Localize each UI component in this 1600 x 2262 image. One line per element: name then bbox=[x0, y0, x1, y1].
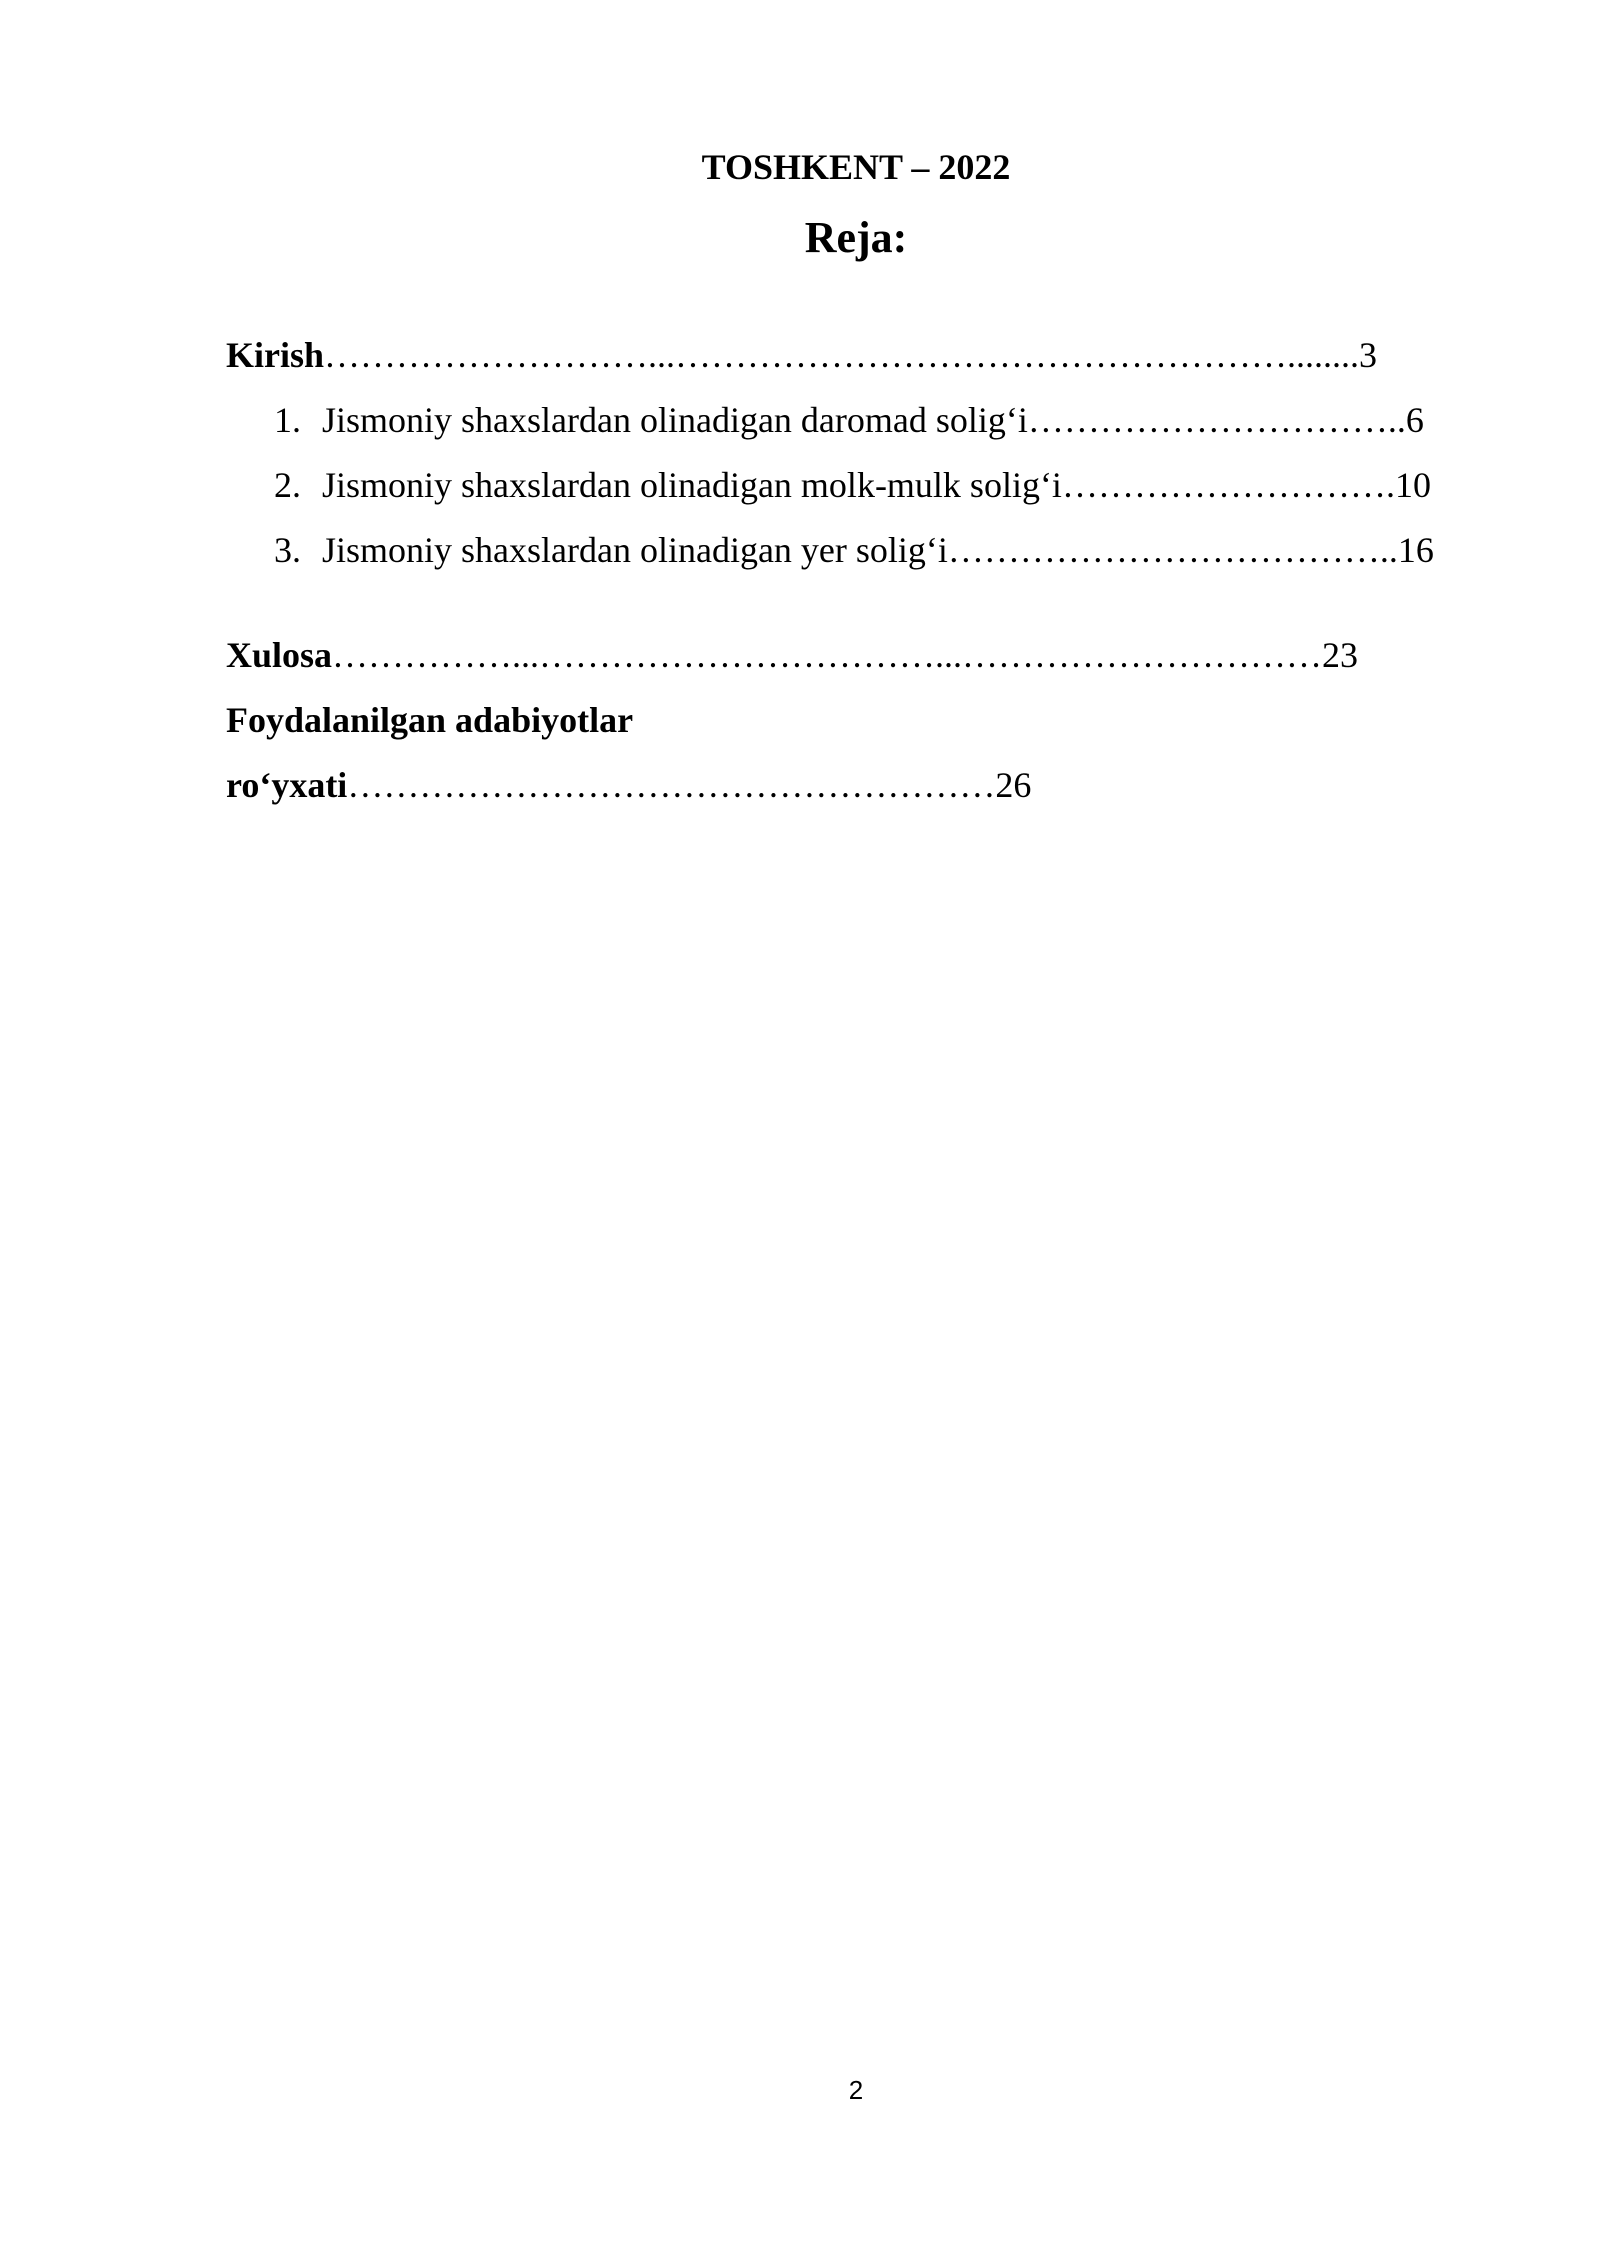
toc-page-number: 16 bbox=[1397, 530, 1434, 570]
toc-page-number: 10 bbox=[1394, 465, 1431, 505]
page-number: 2 bbox=[848, 2075, 864, 2105]
toc-entry-label: Foydalanilgan adabiyotlar bbox=[226, 700, 634, 740]
toc-entry-label: Jismoniy shaxslardan olinadigan daromad solig‘i bbox=[322, 400, 1028, 440]
toc-item-number: 3. bbox=[274, 530, 301, 570]
toc-item-number: 2. bbox=[274, 465, 301, 505]
toc-entry-label: Jismoniy shaxslardan olinadigan molk-mulk solig‘i bbox=[322, 465, 1062, 505]
toc-item-number: 1. bbox=[274, 400, 301, 440]
toc-dot-leader: ………………………….. bbox=[1027, 400, 1406, 440]
plan-title: Reja: bbox=[804, 213, 908, 262]
toc-entry-label: Kirish bbox=[226, 335, 325, 375]
toc-entry-item-3[interactable] bbox=[274, 529, 1434, 572]
toc-page-number: 26 bbox=[995, 765, 1032, 805]
toc-entry-conclusion[interactable] bbox=[226, 634, 1358, 677]
toc-dot-leader: ………………………. bbox=[1061, 465, 1395, 505]
toc-dot-leader: ……………...……………………………...………………………… bbox=[332, 635, 1323, 675]
toc-entry-references-line2[interactable] bbox=[226, 764, 1031, 807]
toc-entry-label: ro‘yxati bbox=[226, 765, 348, 805]
toc-page-number: 23 bbox=[1322, 635, 1359, 675]
toc-page-number: 6 bbox=[1405, 400, 1424, 440]
toc-entry-item-1[interactable] bbox=[274, 399, 1424, 442]
toc-dot-leader: ………………………...……………………………………………........ bbox=[324, 335, 1360, 375]
toc-entry-label: Xulosa bbox=[226, 635, 333, 675]
toc-dot-leader: ……………………………….. bbox=[947, 530, 1398, 570]
toc-page-number: 3 bbox=[1359, 335, 1378, 375]
toc-dot-leader: ……………………………………………… bbox=[347, 765, 996, 805]
toc-entry-item-2[interactable] bbox=[274, 464, 1431, 507]
toc-entry-label: Jismoniy shaxslardan olinadigan yer solig‘i bbox=[322, 530, 948, 570]
city-year-heading: TOSHKENT – 2022 bbox=[701, 147, 1011, 187]
toc-entry-references-line1[interactable] bbox=[226, 699, 633, 742]
toc-entry-intro[interactable] bbox=[226, 334, 1377, 377]
